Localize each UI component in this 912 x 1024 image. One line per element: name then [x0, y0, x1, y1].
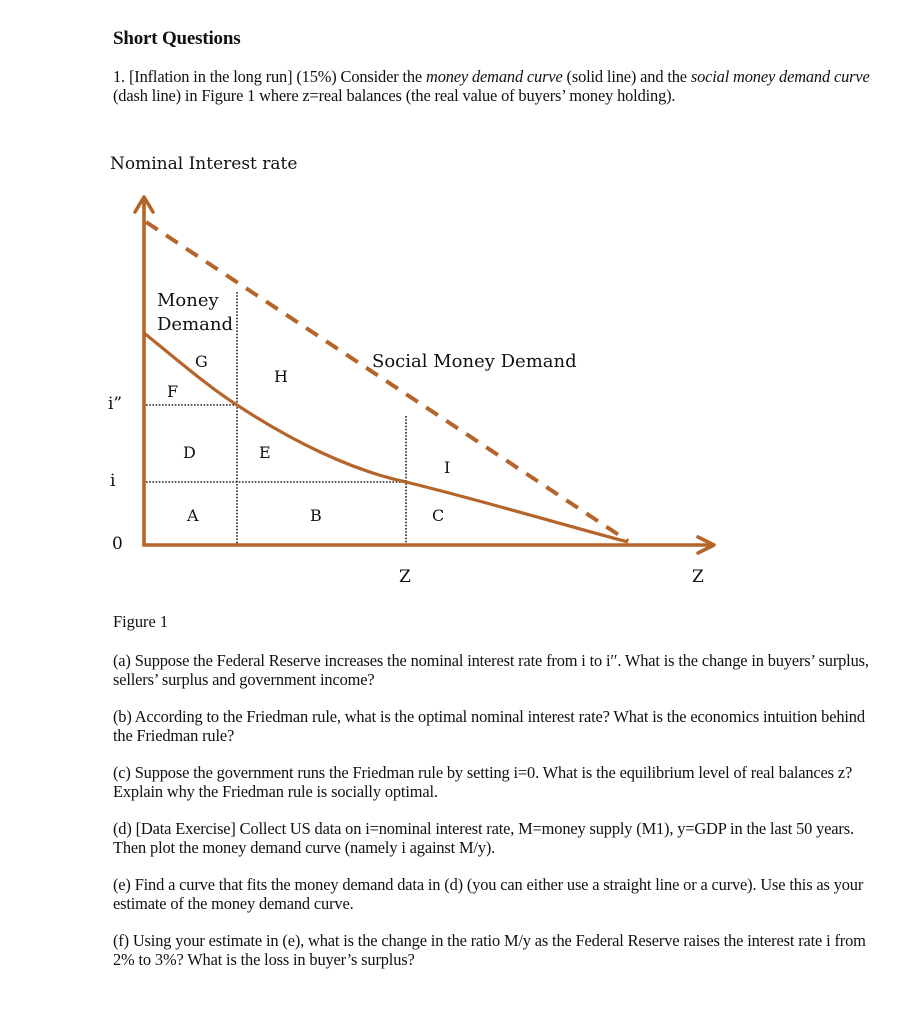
label-i: i: [110, 471, 116, 491]
label-money-demand-2: Demand: [157, 314, 233, 335]
region-e: E: [259, 443, 271, 462]
question-tag: [Inflation in the long run]: [128, 67, 293, 86]
region-b: B: [310, 506, 322, 525]
question-number: 1.: [113, 67, 125, 86]
sub-question-a: (a) Suppose the Federal Reserve increases the nominal interest rate from i to i′′. What is the change in buyers’ surplus, sellers’ surplus and government income?: [113, 651, 869, 689]
label-i-double-prime: i”: [108, 394, 123, 414]
sub-question-f: (f) Using your estimate in (e), what is the change in the ratio M/y as the Federal Reserve raises the interest rate i from 2% to 3%? What is the loss in buyer’s surplus?: [113, 931, 866, 969]
question-weight: (15%): [296, 67, 337, 86]
intro-text: (dash line) in Figure 1 where z=real balances (the real value of buyers’ money holding).: [113, 86, 676, 105]
label-z-mid: Z: [399, 567, 411, 587]
intro-text: Consider the: [340, 67, 423, 86]
region-c: C: [432, 506, 445, 525]
region-i: I: [444, 458, 451, 477]
label-money-demand-1: Money: [157, 290, 219, 311]
sub-question-b: (b) According to the Friedman rule, what is the optimal nominal interest rate? What is the economics intuition behind the Friedman rule?: [113, 707, 865, 745]
intro-text: (solid line) and the: [566, 67, 687, 86]
social-money-demand-curve: [146, 222, 628, 541]
y-axis-label: Nominal Interest rate: [110, 154, 298, 174]
axes: [135, 197, 714, 553]
section-title: Short Questions: [113, 28, 241, 49]
figure-caption: Figure 1: [113, 612, 169, 631]
region-f: F: [167, 382, 179, 401]
region-g: G: [195, 352, 208, 371]
label-zero: 0: [112, 534, 123, 554]
region-h: H: [274, 367, 288, 386]
term-money-demand: money demand curve: [426, 67, 563, 86]
sub-question-d: (d) [Data Exercise] Collect US data on i=nominal interest rate, M=money supply (M1), y=GDP in the last 50 years. Then plot the money demand curve (namely i against M/y).: [113, 819, 854, 857]
region-d: D: [183, 443, 196, 462]
sub-question-e: (e) Find a curve that fits the money demand data in (d) (you can either use a straight line or a curve). Use this as your estimate of the money demand curve.: [113, 875, 864, 913]
sub-question-c: (c) Suppose the government runs the Friedman rule by setting i=0. What is the equilibrium level of real balances z? Explain why the Friedman rule is socially optimal.: [113, 763, 853, 801]
term-social-money-demand: social money demand curve: [690, 67, 870, 86]
region-a: A: [187, 506, 199, 525]
label-z-axis: Z: [692, 567, 704, 587]
label-social-money-demand: Social Money Demand: [372, 351, 577, 372]
